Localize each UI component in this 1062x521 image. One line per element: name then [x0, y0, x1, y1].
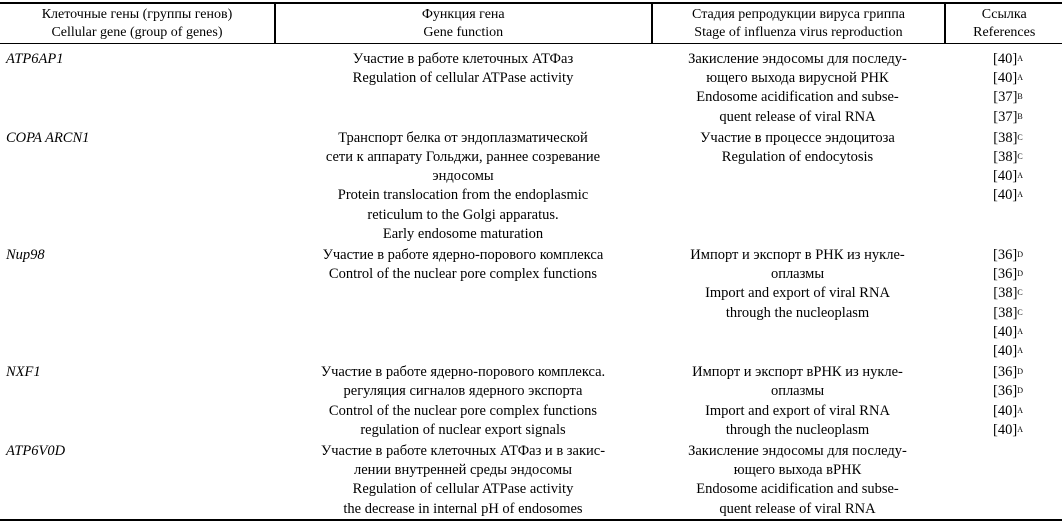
- stage-line: through the nucleoplasm: [725, 304, 870, 321]
- header-en: Gene function: [423, 24, 504, 40]
- function-line: Control of the nuclear pore complex functions: [328, 266, 598, 283]
- function-line: Участие в работе клеточных АТФаз и в закис-: [320, 443, 606, 460]
- reference-source-marker: A: [1017, 190, 1023, 200]
- header-cell-gene: [0, 4, 274, 43]
- header-en: References: [973, 24, 1036, 40]
- reference-source-marker: B: [1017, 92, 1023, 102]
- function-line: Участие в работе клеточных АТФаз: [352, 51, 574, 67]
- reference: $[36]^D$: [993, 364, 1023, 381]
- function-line: Участие в работе ядерно-порового комплекса: [322, 247, 604, 264]
- reference-source-marker: A: [1017, 54, 1023, 63]
- stage-line: Endosome acidification and subse-: [696, 481, 899, 498]
- stage-cell: [651, 50, 944, 127]
- table-row: [0, 127, 1062, 244]
- header-cell-stage: [651, 4, 945, 43]
- gene-cell: [0, 442, 275, 519]
- gene-name: Nup98: [6, 247, 45, 264]
- function-line: регуляция сигналов ядерного экспорта: [343, 383, 583, 400]
- function-cell: [275, 129, 651, 244]
- reference-source-marker: D: [1017, 250, 1023, 260]
- gene-cell: [0, 50, 275, 127]
- reference-source-marker: A: [1017, 424, 1023, 434]
- stage-line: ющего выхода вирусной РНК: [706, 70, 889, 87]
- table-body: [0, 44, 1062, 519]
- stage-line: Участие в процессе эндоцитоза: [700, 129, 895, 146]
- gene-table: [0, 2, 1062, 521]
- table-row: [0, 244, 1062, 361]
- stage-cell: [651, 442, 944, 519]
- stage-line: Импорт и экспорт в РНК из нукле-: [690, 247, 905, 264]
- function-line: Early endosome maturation: [382, 225, 544, 242]
- stage-line: quent release of viral RNA: [719, 108, 876, 125]
- reference: $[40]^A$: [993, 187, 1023, 204]
- function-line: Транспорт белка от эндоплазматической: [338, 129, 588, 146]
- reference: $[36]^D$: [993, 247, 1023, 264]
- reference-source-marker: B: [1017, 111, 1023, 121]
- function-line: Regulation of cellular ATPase activity: [352, 481, 574, 498]
- gene-name: ATP6AP1: [6, 51, 64, 67]
- reference-source-marker: A: [1017, 405, 1023, 415]
- header-ru: Ссылка: [981, 6, 1027, 22]
- function-cell: [275, 363, 651, 440]
- reference: $[40]^A$: [993, 51, 1023, 67]
- stage-line: Импорт и экспорт вРНК из нукле-: [692, 364, 903, 381]
- header-ru: Функция гена: [421, 6, 505, 22]
- reference: $[40]^A$: [993, 70, 1023, 87]
- reference: $[37]^B$: [993, 108, 1023, 125]
- reference: $[38]^C$: [993, 285, 1023, 302]
- reference-source-marker: C: [1017, 288, 1023, 298]
- reference-source-marker: A: [1017, 326, 1023, 336]
- references-cell: [944, 129, 1060, 244]
- reference-source-marker: C: [1017, 307, 1023, 317]
- table-header: [0, 4, 1062, 44]
- header-cell-references: [944, 4, 1062, 43]
- stage-cell: [651, 246, 944, 361]
- function-line: Control of the nuclear pore complex functions: [328, 402, 598, 419]
- stage-cell: [651, 363, 944, 440]
- header-en: Cellular gene (group of genes): [51, 24, 223, 40]
- reference: $[37]^B$: [993, 89, 1023, 106]
- reference-source-marker: A: [1017, 346, 1023, 356]
- function-cell: [275, 50, 651, 127]
- reference-source-marker: D: [1017, 367, 1023, 377]
- reference: $[40]^A$: [993, 421, 1023, 438]
- header-en: Stage of influenza virus reproduction: [694, 24, 903, 40]
- stage-line: Import and export of viral RNA: [705, 402, 890, 419]
- function-line: Protein translocation from the endoplasmic: [337, 187, 589, 204]
- table-row: [0, 440, 1062, 519]
- table-row: [0, 361, 1062, 440]
- function-line: Участие в работе ядерно-порового комплекса.: [320, 364, 606, 381]
- function-line: эндосомы: [432, 168, 494, 185]
- function-cell: [275, 246, 651, 361]
- gene-name: NXF1: [6, 364, 41, 381]
- stage-line: Import and export of viral RNA: [705, 285, 890, 302]
- stage-line: through the nucleoplasm: [725, 421, 870, 438]
- gene-cell: [0, 363, 275, 440]
- stage-line: оплазмы: [770, 383, 825, 400]
- references-cell: [944, 442, 1060, 519]
- reference-source-marker: C: [1017, 152, 1023, 162]
- reference: $[36]^D$: [993, 383, 1023, 400]
- stage-line: quent release of viral RNA: [719, 500, 876, 517]
- stage-line: Закисление эндосомы для последу-: [688, 51, 907, 67]
- reference-source-marker: A: [1017, 171, 1023, 181]
- references-cell: [944, 50, 1060, 127]
- header-cell-function: [274, 4, 651, 43]
- gene-name: COPA ARCN1: [6, 129, 90, 146]
- reference: $[40]^A$: [993, 323, 1023, 340]
- reference-source-marker: A: [1017, 73, 1023, 83]
- stage-cell: [651, 129, 944, 244]
- reference: $[36]^D$: [993, 266, 1023, 283]
- function-line: regulation of nuclear export signals: [360, 421, 566, 438]
- reference: $[40]^A$: [993, 343, 1023, 360]
- gene-name: ATP6V0D: [6, 443, 66, 460]
- reference: $[38]^C$: [993, 129, 1023, 146]
- reference-source-marker: C: [1017, 132, 1023, 142]
- header-ru: Клеточные гены (группы генов): [41, 6, 233, 22]
- stage-line: ющего выхода вРНК: [733, 462, 862, 479]
- stage-line: Regulation of endocytosis: [721, 149, 874, 166]
- reference: $[40]^A$: [993, 168, 1023, 185]
- table-row: [0, 44, 1062, 127]
- function-cell: [275, 442, 651, 519]
- function-line: reticulum to the Golgi apparatus.: [367, 206, 559, 223]
- stage-line: оплазмы: [770, 266, 825, 283]
- function-line: Regulation of cellular ATPase activity: [352, 70, 574, 87]
- reference-source-marker: D: [1017, 269, 1023, 279]
- reference: $[38]^C$: [993, 149, 1023, 166]
- reference-source-marker: D: [1017, 386, 1023, 396]
- gene-cell: [0, 246, 275, 361]
- reference: $[40]^A$: [993, 402, 1023, 419]
- references-cell: [944, 363, 1060, 440]
- gene-cell: [0, 129, 275, 244]
- stage-line: Закисление эндосомы для последу-: [688, 443, 907, 460]
- references-cell: [944, 246, 1060, 361]
- function-line: the decrease in internal pH of endosomes: [343, 500, 583, 517]
- stage-line: Endosome acidification and subse-: [696, 89, 899, 106]
- function-line: лении внутренней среды эндосомы: [354, 462, 572, 479]
- header-ru: Стадия репродукции вируса гриппа: [692, 6, 905, 22]
- reference: $[38]^C$: [993, 304, 1023, 321]
- function-line: сети к аппарату Гольджи, раннее созревание: [325, 149, 601, 166]
